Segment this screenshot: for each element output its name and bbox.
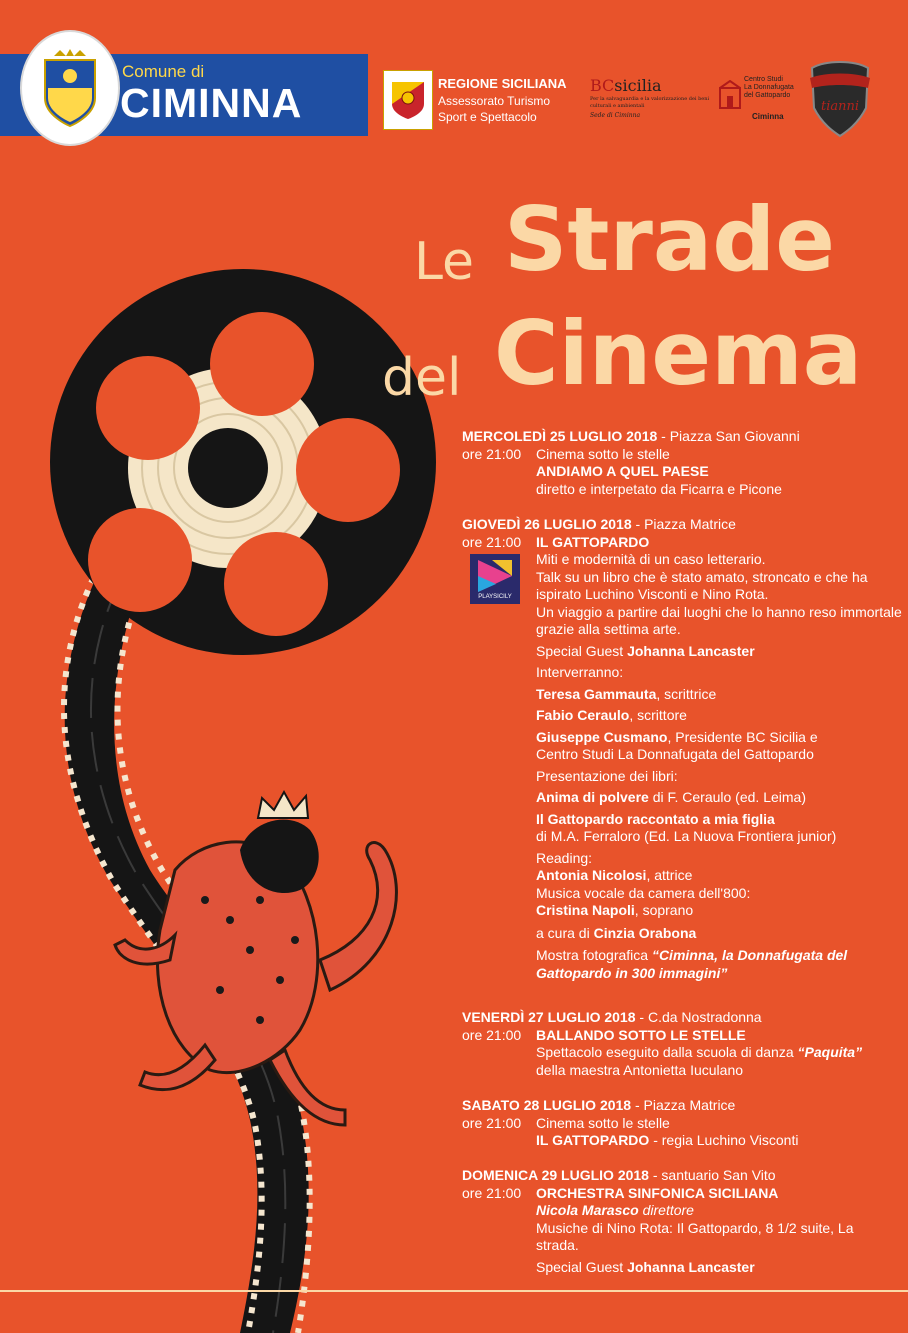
- bc-prefix: BC: [590, 76, 615, 95]
- event-time: ore 21:00: [462, 1184, 522, 1201]
- event-film: [536, 1132, 902, 1150]
- leopard-back-leg: [140, 1045, 215, 1090]
- event-4: [462, 1097, 902, 1150]
- special-guest: [536, 643, 902, 661]
- regione-logo: [383, 70, 433, 130]
- reading-label: Reading:: [536, 849, 593, 866]
- curator: [536, 925, 902, 943]
- event-1: [462, 428, 902, 498]
- bcsicilia-logo: [590, 76, 661, 95]
- trinacria-icon: [390, 80, 426, 120]
- event-film-title: ANDIAMO A QUEL PAESE: [536, 463, 709, 479]
- bottom-divider: [0, 1290, 908, 1292]
- leopard-crown: [258, 792, 308, 818]
- photo-title: “Ciminna, la Donnafugata del Gattopardo in 300 immagini”: [536, 947, 848, 981]
- reel-hole: [210, 312, 314, 416]
- comune-name: CIMINNA: [120, 80, 303, 126]
- book: [536, 789, 902, 807]
- event-line: [536, 1044, 902, 1062]
- event-line: Cinema sotto le stelle: [536, 445, 670, 462]
- speaker: [536, 729, 836, 764]
- conductor-role: direttore: [638, 1202, 694, 1218]
- event-header: [462, 1009, 902, 1027]
- ciminna-crest: [20, 30, 120, 146]
- singer: [536, 902, 902, 920]
- event-time: ore 21:00: [462, 1114, 522, 1131]
- tianni-text: tianni: [820, 99, 860, 114]
- event-film-title: IL GATTOPARDO: [536, 1132, 650, 1148]
- special-guest: [536, 1259, 902, 1277]
- event-place: - santuario San Vito: [648, 1167, 776, 1183]
- presentation-label: Presentazione dei libri:: [536, 767, 678, 784]
- reel-hole: [88, 508, 192, 612]
- guest-name: Johanna Lancaster: [627, 1258, 755, 1275]
- crest-icon: [40, 48, 100, 128]
- event-5: [462, 1167, 902, 1276]
- event-header: [462, 1097, 902, 1115]
- event-description: Miti e modernità di un caso letterario. Talk su un libro che è stato amato, stroncato e che ha ispirato Luchino Visconti e Nino Rota. Un viaggio a partire dai luoghi che lo hanno reso immortale grazie alla settima arte.: [536, 551, 902, 637]
- comune-label: Comune di: [122, 62, 205, 81]
- event-place: - Piazza Matrice: [631, 516, 736, 532]
- reel-hole: [224, 532, 328, 636]
- title-del: del: [382, 348, 462, 408]
- event-line: Cinema sotto le stelle: [536, 1114, 670, 1131]
- singer-name: Cristina Napoli: [536, 902, 635, 918]
- tianni-logo: [806, 58, 874, 138]
- event-header: [462, 1167, 902, 1185]
- book-title: Anima di polvere: [536, 789, 649, 805]
- event-header: [462, 428, 902, 446]
- speaker-role: , Presidente BC Sicilia e Centro Studi La Donnafugata del Gattopardo: [536, 728, 818, 762]
- event-place: - C.da Nostradonna: [635, 1009, 762, 1025]
- speaker-name: Teresa Gammauta: [536, 685, 657, 702]
- event-credits: diretto e interpetato da Ficarra e Picone: [536, 480, 782, 497]
- event-time: ore 21:00: [462, 445, 522, 462]
- book: [536, 811, 902, 829]
- centro-studi-city: Ciminna: [752, 112, 784, 121]
- event-date: SABATO 28 LUGLIO 2018: [462, 1097, 632, 1113]
- event-header: [462, 516, 902, 534]
- book-author: di F. Ceraulo (ed. Leima): [648, 789, 806, 805]
- reader: [536, 867, 902, 885]
- book-author: di M.A. Ferraloro (Ed. La Nuova Frontiera junior): [536, 828, 837, 844]
- curator-name: Cinzia Orabona: [593, 924, 697, 941]
- centro-studi-icon: [718, 80, 742, 110]
- event-date: GIOVEDÌ 26 LUGLIO 2018: [462, 516, 632, 532]
- event-film-title: IL GATTOPARDO: [536, 533, 650, 550]
- reel-hole: [296, 418, 400, 522]
- music-label: Musica vocale da camera dell'800:: [536, 884, 751, 901]
- speaker-name: Fabio Ceraulo: [536, 707, 630, 723]
- event-film-director: - regia Luchino Visconti: [649, 1132, 799, 1148]
- speaker-role: , scrittore: [629, 707, 687, 723]
- event-date: VENERDÌ 27 LUGLIO 2018: [462, 1009, 636, 1025]
- event-date: MERCOLEDÌ 25 LUGLIO 2018: [462, 428, 658, 444]
- event-line: della maestra Antonietta Iuculano: [536, 1061, 744, 1078]
- title-le: Le: [414, 232, 475, 292]
- speaker-role: , scrittrice: [656, 685, 717, 702]
- title-cinema: Cinema: [494, 302, 863, 405]
- title-strade: Strade: [504, 188, 835, 291]
- regione-title: REGIONE SICILIANA: [438, 76, 567, 91]
- regione-line-2: Sport e Spettacolo: [438, 110, 537, 124]
- photo-exhibition: [536, 947, 876, 982]
- conductor-name: Nicola Marasco: [536, 1202, 639, 1218]
- bcsicilia-tagline: Per la salvaguardia e la valorizzazione dei beni culturali e ambientali: [590, 96, 710, 109]
- playsicily-label: PLAYSICILY: [478, 594, 512, 600]
- book-title: Il Gattopardo raccontato a mia figlia: [536, 810, 775, 827]
- reader-name: Antonia Nicolosi: [536, 867, 647, 883]
- speaker: [536, 686, 902, 704]
- event-line-text: Spettacolo eseguito dalla scuola di danza: [536, 1044, 798, 1060]
- bc-suffix: sicilia: [614, 76, 662, 95]
- photo-label: Mostra fotografica: [536, 947, 652, 963]
- singer-role: , soprano: [634, 902, 694, 918]
- event-title: BALLANDO SOTTO LE STELLE: [536, 1026, 746, 1043]
- dance-school-name: “Paquita”: [797, 1044, 863, 1060]
- speaker: [536, 707, 902, 725]
- event-time: ore 21:00: [462, 533, 522, 550]
- reader-role: , attrice: [646, 867, 693, 883]
- guest-name: Johanna Lancaster: [627, 642, 755, 659]
- speaker-name: Giuseppe Cusmano: [536, 728, 668, 745]
- event-place: - Piazza Matrice: [631, 1097, 736, 1113]
- guest-label: Special Guest: [536, 642, 628, 659]
- regione-line-1: Assessorato Turismo: [438, 94, 551, 108]
- event-2: [462, 516, 902, 982]
- centro-studi-text: Centro Studi La Donnafugata del Gattopardo: [744, 76, 794, 99]
- curator-label: a cura di: [536, 924, 594, 941]
- guest-label: Special Guest: [536, 1258, 628, 1275]
- reel-hole: [96, 356, 200, 460]
- event-time: ore 21:00: [462, 1026, 522, 1043]
- event-date: DOMENICA 29 LUGLIO 2018: [462, 1167, 649, 1183]
- event-3: [462, 1009, 902, 1079]
- reel-hub: [188, 428, 268, 508]
- event-place: - Piazza San Giovanni: [657, 428, 800, 444]
- conductor: [536, 1202, 902, 1220]
- leopard-tail: [320, 843, 396, 990]
- interverranno-label: Interverranno:: [536, 664, 624, 680]
- event-music: Musiche di Nino Rota: Il Gattopardo, 8 1/2 suite, La strada.: [536, 1219, 854, 1253]
- bcsicilia-sede: Sede di Ciminna: [590, 112, 641, 119]
- event-title: ORCHESTRA SINFONICA SICILIANA: [536, 1184, 779, 1201]
